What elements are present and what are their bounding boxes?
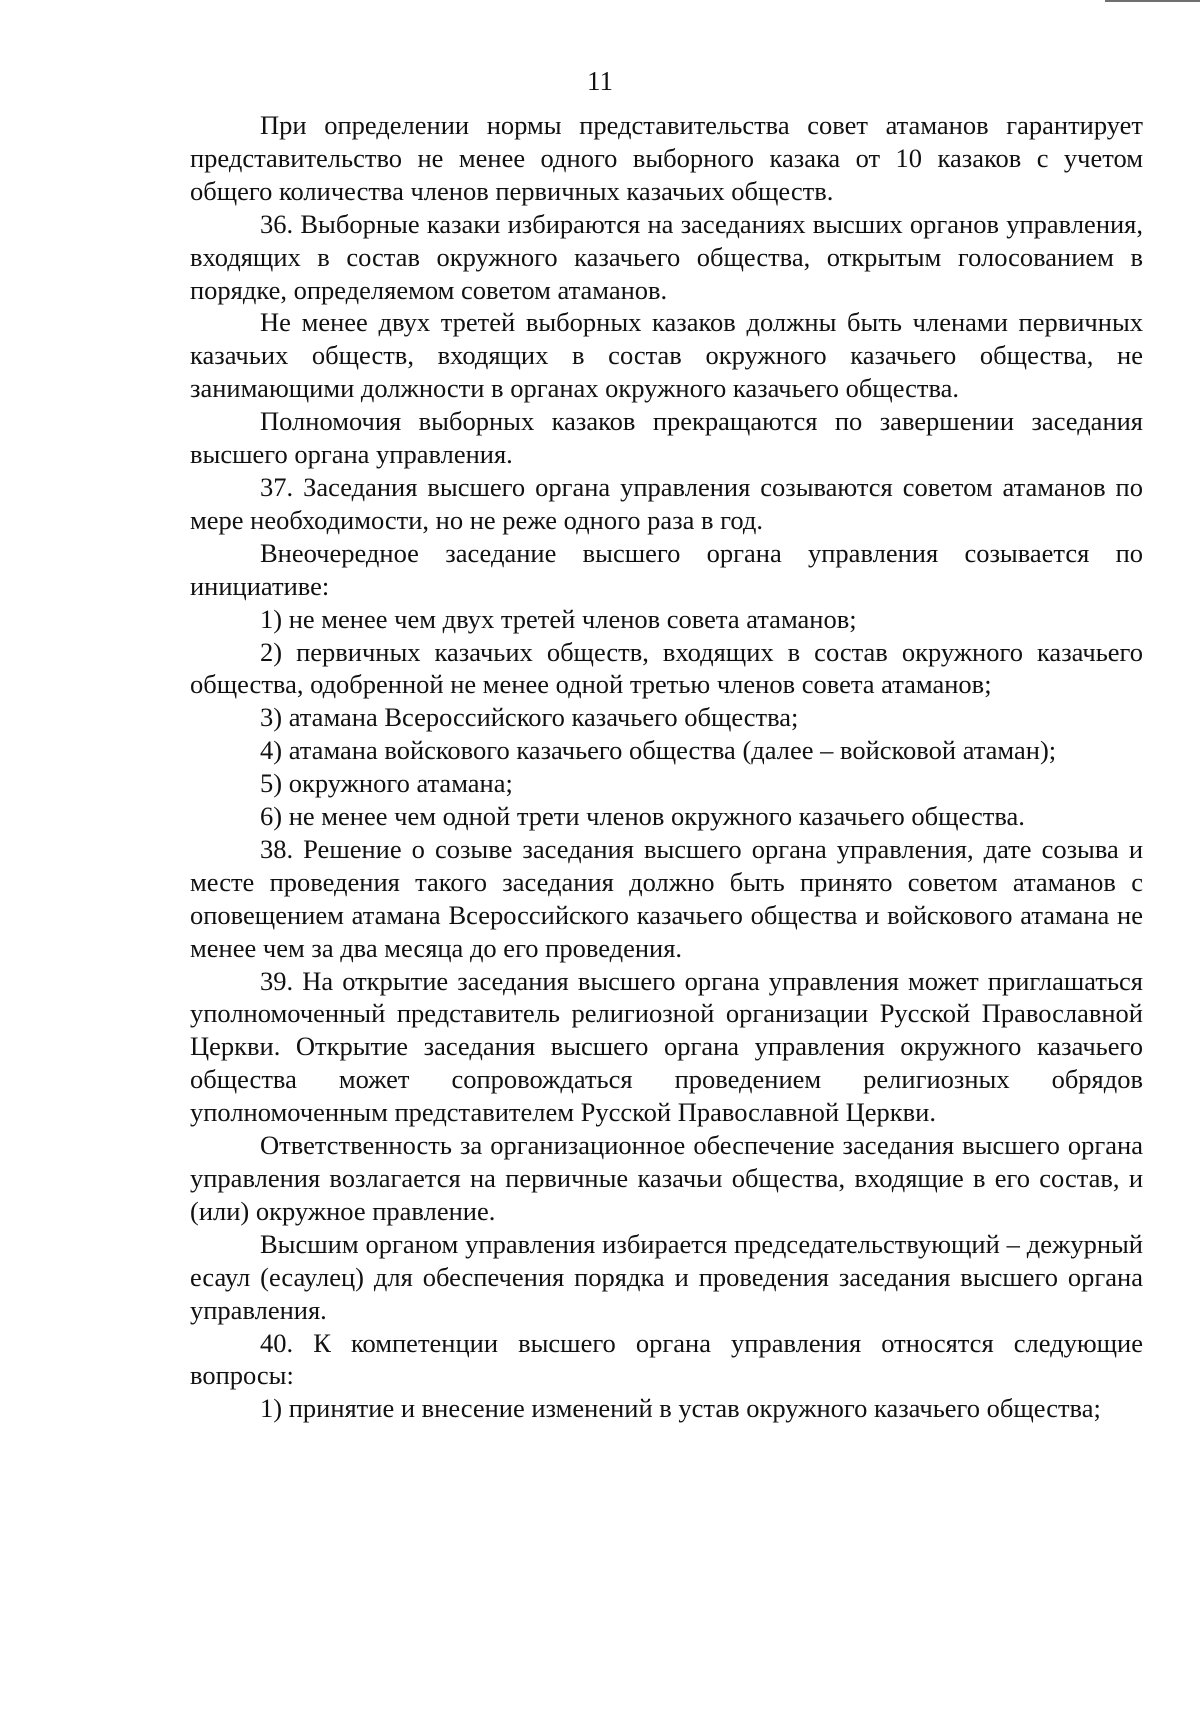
- paragraph: 39. На открытие заседания высшего органа управления может приглашаться уполномоченный представитель религиозной организации Русской Православной Церкви. Открытие заседания высшего органа управления окружного казачьего общества может сопровождаться проведением религиозных обрядов уполномоченным представителем Русской Православной Церкви.: [190, 965, 1143, 1128]
- paragraph: Полномочия выборных казаков прекращаются по завершении заседания высшего органа управления.: [190, 406, 1143, 470]
- list-item: 2) первичных казачьих обществ, входящих в состав окружного казачьего общества, одобренной не менее одной третью членов совета атаманов;: [190, 636, 1143, 700]
- list-item: 3) атамана Всероссийского казачьего общества;: [260, 702, 799, 733]
- paragraph: При определении нормы представительства совет атаманов гарантирует представительство не менее одного выборного казака от 10 казаков с учетом общего количества членов первичных казачьих обществ.: [190, 110, 1143, 206]
- list-item: 5) окружного атамана;: [260, 768, 513, 799]
- list-item: 1) принятие и внесение изменений в устав окружного казачьего общества;: [260, 1393, 1101, 1424]
- list-item: 6) не менее чем одной трети членов окружного казачьего общества.: [260, 801, 1025, 832]
- document-body: [190, 109, 1143, 1425]
- paragraph: 37. Заседания высшего органа управления созываются советом атаманов по мере необходимости, но не реже одного раза в год.: [190, 471, 1143, 535]
- page-number: 11: [587, 66, 613, 96]
- list-item: 4) атамана войскового казачьего общества (далее – войсковой атаман);: [260, 735, 1057, 766]
- paragraph: 40. К компетенции высшего органа управления относятся следующие вопросы:: [190, 1327, 1143, 1391]
- paragraph: 38. Решение о созыве заседания высшего органа управления, дате созыва и месте проведения такого заседания должно быть принято советом атаманов с оповещением атамана Всероссийского казачьего общества и войскового атамана не менее чем за два месяца до его проведения.: [190, 833, 1143, 963]
- paragraph: Не менее двух третей выборных казаков должны быть членами первичных казачьих обществ, входящих в состав окружного казачьего общества, не занимающими должности в органах окружного казачьего общества.: [190, 307, 1143, 404]
- paragraph: Внеочередное заседание высшего органа управления созывается по инициативе:: [190, 537, 1143, 601]
- paragraph: Ответственность за организационное обеспечение заседания высшего органа управления возлагается на первичные казачьи общества, входящие в его состав, и (или) окружное правление.: [190, 1130, 1143, 1226]
- paragraph: Высшим органом управления избирается председательствующий – дежурный есаул (есаулец) для обеспечения порядка и проведения заседания высшего органа управления.: [190, 1228, 1143, 1325]
- scan-edge-line: [1105, 0, 1200, 2]
- paragraph: 36. Выборные казаки избираются на заседаниях высших органов управления, входящих в состав окружного казачьего общества, открытым голосованием в порядке, определяемом советом атаманов.: [190, 208, 1143, 305]
- list-item: 1) не менее чем двух третей членов совета атаманов;: [260, 603, 857, 634]
